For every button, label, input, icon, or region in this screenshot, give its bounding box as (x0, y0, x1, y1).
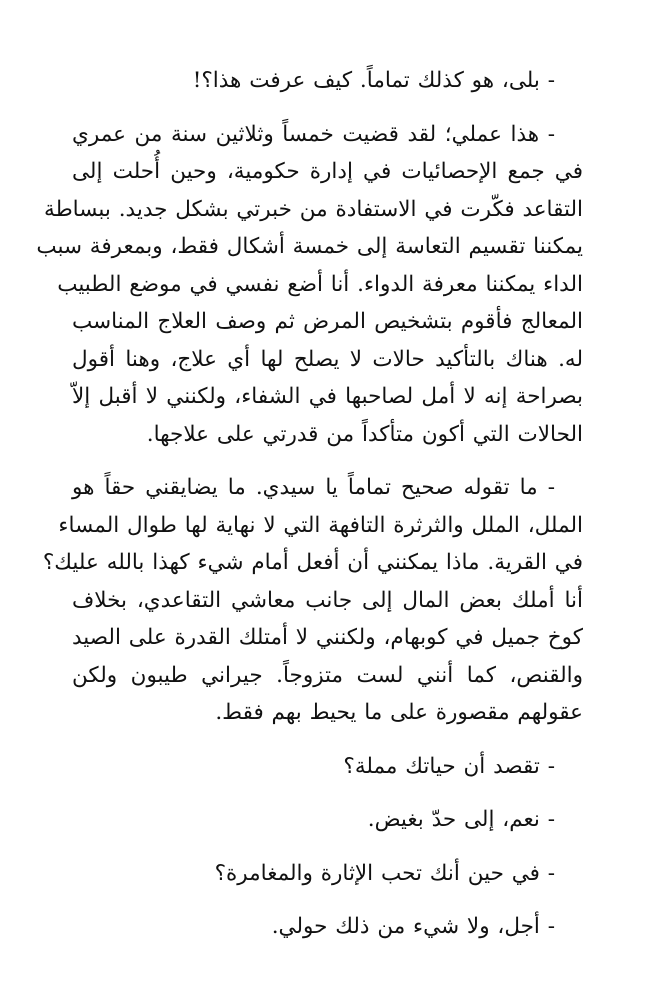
text-line: في جمع الإحصائيات في إدارة حكومية، وحين أُحلت إلى (72, 159, 583, 184)
text-line: التقاعد فكّرت في الاستفادة من خبرتي بشكل جديد. ببساطة (44, 196, 583, 222)
text-line: كوخ جميل في كوبهام، ولكنني لا أمتلك القدرة على الصيد (72, 625, 583, 650)
text-line: بصراحة إنه لا أمل لصاحبها في الشفاء، ولكنني لا أقبل إلاّ (72, 384, 583, 409)
text-line: الحالات التي أكون متأكداً من قدرتي على علاجها. (146, 421, 583, 447)
text-line: عقولهم مقصورة على ما يحيط بهم فقط. (215, 700, 583, 725)
text-line: والقنص، كما أنني لست متزوجاً. جيراني طيبون ولكن (72, 662, 583, 688)
dialogue-line-5 (72, 801, 583, 839)
text-line: - نعم، إلى حدّ بغيض. (367, 807, 555, 832)
text-line: - ما تقوله صحيح تماماً يا سيدي. ما يضايقني حقاً هو (72, 475, 555, 500)
dialogue-line-4 (72, 748, 583, 786)
dialogue-line-6 (72, 855, 583, 893)
dialogue-paragraph-3 (42, 469, 583, 732)
text-line: - في حين أنك تحب الإثارة والمغامرة؟ (214, 860, 555, 886)
dialogue-line-1 (72, 62, 583, 100)
text-line: - تقصد أن حياتك مملة؟ (343, 753, 555, 779)
text-line: في القرية. ماذا يمكنني أن أفعل أمام شيء كهذا بالله عليك؟ (42, 550, 583, 575)
dialogue-paragraph-2 (36, 116, 583, 454)
text-line: الداء يمكننا معرفة الدواء. أنا أضع نفسي في موضع الطبيب (57, 271, 583, 297)
text-line: يمكننا تقسيم التعاسة إلى خمسة أشكال فقط، وبمعرفة سبب (36, 234, 583, 259)
text-line: أنا أملك بعض المال إلى جانب معاشي التقاعدي، بخلاف (72, 587, 583, 613)
dialogue-line-7 (72, 908, 583, 946)
text-line: له. هناك بالتأكيد حالات لا يصلح لها أي علاج، وهنا أقول (72, 346, 583, 372)
text-line: - أجل، ولا شيء من ذلك حولي. (271, 914, 555, 939)
text-line: - بلى، هو كذلك تماماً. كيف عرفت هذا؟! (192, 68, 555, 93)
text-line: - هذا عملي؛ لقد قضيت خمساً وثلاثين سنة من عمري (72, 121, 555, 147)
text-line: الملل، الملل والثرثرة التافهة التي لا نهاية لها طوال المساء (58, 512, 583, 538)
text-line: المعالج فأقوم بتشخيص المرض ثم وصف العلاج المناسب (72, 309, 583, 334)
